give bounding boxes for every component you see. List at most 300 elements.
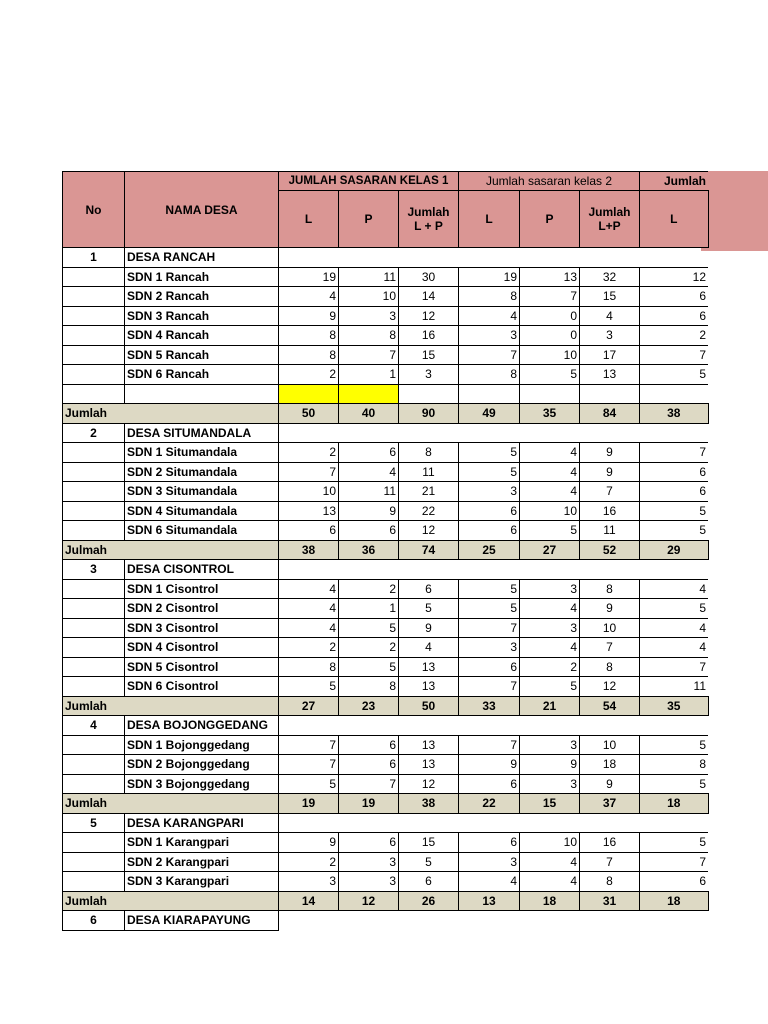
k2-p-cell[interactable]: 5	[520, 365, 580, 385]
k2-jumlah-cell[interactable]: 11	[580, 521, 640, 541]
k1-jumlah-cell[interactable]: 13	[399, 657, 459, 677]
k3-l-cell[interactable]: 5	[640, 521, 709, 541]
k1-l-cell[interactable]: 4	[279, 579, 339, 599]
k2-p-cell[interactable]: 3	[520, 774, 580, 794]
k1-jumlah-cell[interactable]: 22	[399, 501, 459, 521]
k3-l-cell[interactable]: 6	[640, 872, 709, 892]
k3-l-cell[interactable]: 5	[640, 833, 709, 853]
school-row	[63, 482, 709, 502]
k2-jumlah-cell[interactable]: 32	[580, 267, 640, 287]
blank-row	[63, 384, 709, 404]
row-number-empty[interactable]	[63, 306, 125, 326]
desa-row-fill	[279, 560, 709, 580]
k1-p-cell[interactable]: 8	[339, 326, 399, 346]
k1-p-cell[interactable]: 6	[339, 755, 399, 775]
row-number-empty[interactable]	[63, 345, 125, 365]
row-number-empty[interactable]	[63, 755, 125, 775]
k3-l-cell[interactable]: 6	[640, 462, 709, 482]
header-nama-desa[interactable]: NAMA DESA	[125, 172, 279, 248]
row-number-empty[interactable]	[63, 774, 125, 794]
k1-p-cell[interactable]: 1	[339, 365, 399, 385]
school-name[interactable]: SDN 2 Karangpari	[125, 852, 279, 872]
school-row	[63, 833, 709, 853]
k2-l-cell[interactable]: 7	[459, 345, 520, 365]
school-name[interactable]: SDN 3 Bojonggedang	[125, 774, 279, 794]
k2-p-cell[interactable]: 4	[520, 462, 580, 482]
school-name[interactable]: SDN 1 Rancah	[125, 267, 279, 287]
total-k1-l[interactable]: 38	[279, 540, 339, 560]
k2-l-cell[interactable]: 4	[459, 306, 520, 326]
k3-l-cell[interactable]: 6	[640, 482, 709, 502]
total-k3-l[interactable]: 29	[640, 540, 709, 560]
k1-l-cell[interactable]: 7	[279, 462, 339, 482]
k3-l-cell[interactable]: 12	[640, 267, 709, 287]
school-name[interactable]: SDN 6 Cisontrol	[125, 677, 279, 697]
school-name[interactable]: SDN 4 Situmandala	[125, 501, 279, 521]
total-k2-jumlah[interactable]: 52	[580, 540, 640, 560]
k2-p-cell[interactable]: 3	[520, 579, 580, 599]
k1-l-cell[interactable]: 2	[279, 638, 339, 658]
row-number-empty[interactable]	[63, 501, 125, 521]
row-number-empty[interactable]	[63, 852, 125, 872]
k2-p-cell[interactable]: 5	[520, 521, 580, 541]
total-k3-l[interactable]: 35	[640, 696, 709, 716]
k1-l-cell[interactable]: 7	[279, 755, 339, 775]
k2-p-cell[interactable]: 4	[520, 638, 580, 658]
k2-jumlah-cell[interactable]: 7	[580, 482, 640, 502]
k2-jumlah-cell[interactable]: 10	[580, 735, 640, 755]
total-k1-l[interactable]: 27	[279, 696, 339, 716]
k1-p-cell[interactable]: 6	[339, 833, 399, 853]
row-number-empty[interactable]	[63, 443, 125, 463]
k2-l-cell[interactable]: 6	[459, 774, 520, 794]
k1-p-cell[interactable]: 2	[339, 638, 399, 658]
school-name[interactable]: SDN 1 Situmandala	[125, 443, 279, 463]
k1-l-cell[interactable]: 5	[279, 677, 339, 697]
header-k2-l[interactable]: L	[459, 191, 520, 248]
row-number[interactable]: 6	[63, 911, 125, 931]
total-label[interactable]: Jumlah	[63, 696, 279, 716]
highlighted-cell[interactable]	[339, 384, 399, 404]
k2-l-cell[interactable]: 7	[459, 677, 520, 697]
k1-p-cell[interactable]: 5	[339, 618, 399, 638]
k1-jumlah-cell[interactable]: 6	[399, 872, 459, 892]
k3-l-cell[interactable]: 5	[640, 599, 709, 619]
k2-l-cell[interactable]: 5	[459, 462, 520, 482]
k1-jumlah-cell[interactable]: 21	[399, 482, 459, 502]
k1-p-cell[interactable]: 1	[339, 599, 399, 619]
k2-l-cell[interactable]: 3	[459, 326, 520, 346]
k1-p-cell[interactable]: 4	[339, 462, 399, 482]
total-k2-p[interactable]: 21	[520, 696, 580, 716]
school-name[interactable]: SDN 3 Karangpari	[125, 872, 279, 892]
blank-cell[interactable]	[459, 384, 520, 404]
k3-l-cell[interactable]: 8	[640, 755, 709, 775]
k2-l-cell[interactable]: 6	[459, 501, 520, 521]
k1-l-cell[interactable]: 5	[279, 774, 339, 794]
k1-p-cell[interactable]: 11	[339, 482, 399, 502]
total-k2-l[interactable]: 22	[459, 794, 520, 814]
k1-p-cell[interactable]: 7	[339, 345, 399, 365]
header-k1-l[interactable]: L	[279, 191, 339, 248]
k1-p-cell[interactable]: 3	[339, 306, 399, 326]
k2-jumlah-cell[interactable]: 3	[580, 326, 640, 346]
school-name[interactable]: SDN 4 Cisontrol	[125, 638, 279, 658]
k1-jumlah-cell[interactable]: 12	[399, 521, 459, 541]
school-name[interactable]: SDN 4 Rancah	[125, 326, 279, 346]
header-kelas-3[interactable]: Jumlah	[640, 172, 709, 191]
k1-jumlah-cell[interactable]: 5	[399, 599, 459, 619]
k2-p-cell[interactable]: 10	[520, 345, 580, 365]
desa-row	[63, 423, 709, 443]
total-k1-p[interactable]: 12	[339, 891, 399, 911]
k2-l-cell[interactable]: 3	[459, 638, 520, 658]
k1-l-cell[interactable]: 8	[279, 345, 339, 365]
k2-jumlah-cell[interactable]: 9	[580, 462, 640, 482]
k2-l-cell[interactable]: 8	[459, 287, 520, 307]
k2-p-cell[interactable]: 4	[520, 599, 580, 619]
row-number-empty[interactable]	[63, 521, 125, 541]
total-k1-p[interactable]: 40	[339, 404, 399, 424]
row-number-empty[interactable]	[63, 833, 125, 853]
total-k1-l[interactable]: 50	[279, 404, 339, 424]
school-name[interactable]: SDN 2 Cisontrol	[125, 599, 279, 619]
k3-l-cell[interactable]: 4	[640, 618, 709, 638]
header-k3-l[interactable]: L	[640, 191, 709, 248]
k1-l-cell[interactable]: 8	[279, 657, 339, 677]
total-k1-jumlah[interactable]: 74	[399, 540, 459, 560]
k2-p-cell[interactable]: 4	[520, 443, 580, 463]
k1-jumlah-cell[interactable]: 8	[399, 443, 459, 463]
school-row	[63, 852, 709, 872]
total-k1-p[interactable]: 19	[339, 794, 399, 814]
k1-l-cell[interactable]: 19	[279, 267, 339, 287]
total-row	[63, 794, 709, 814]
row-number[interactable]: 4	[63, 716, 125, 736]
total-label[interactable]: Jumlah	[63, 794, 279, 814]
k2-jumlah-cell[interactable]: 16	[580, 833, 640, 853]
school-name[interactable]: SDN 1 Cisontrol	[125, 579, 279, 599]
total-k1-jumlah[interactable]: 50	[399, 696, 459, 716]
desa-name[interactable]: DESA RANCAH	[125, 248, 279, 268]
k2-l-cell[interactable]: 5	[459, 443, 520, 463]
k1-jumlah-cell[interactable]: 13	[399, 755, 459, 775]
k2-jumlah-cell[interactable]: 12	[580, 677, 640, 697]
school-name[interactable]: SDN 2 Bojonggedang	[125, 755, 279, 775]
total-k1-jumlah[interactable]: 26	[399, 891, 459, 911]
desa-name[interactable]: DESA SITUMANDALA	[125, 423, 279, 443]
k1-l-cell[interactable]: 13	[279, 501, 339, 521]
k2-jumlah-cell[interactable]: 8	[580, 657, 640, 677]
row-number-empty[interactable]	[63, 618, 125, 638]
total-row	[63, 891, 709, 911]
k2-p-cell[interactable]: 7	[520, 287, 580, 307]
school-name[interactable]: SDN 5 Rancah	[125, 345, 279, 365]
k1-l-cell[interactable]: 6	[279, 521, 339, 541]
k3-l-cell[interactable]: 4	[640, 579, 709, 599]
k1-l-cell[interactable]: 2	[279, 852, 339, 872]
k2-jumlah-cell[interactable]: 13	[580, 365, 640, 385]
desa-name[interactable]: DESA KIARAPAYUNG	[125, 911, 279, 931]
k1-jumlah-cell[interactable]: 15	[399, 345, 459, 365]
k1-p-cell[interactable]: 3	[339, 852, 399, 872]
total-k2-p[interactable]: 35	[520, 404, 580, 424]
header-k2-p[interactable]: P	[520, 191, 580, 248]
k2-p-cell[interactable]: 3	[520, 735, 580, 755]
k2-p-cell[interactable]: 10	[520, 501, 580, 521]
k1-jumlah-cell[interactable]: 6	[399, 579, 459, 599]
row-number-empty[interactable]	[63, 287, 125, 307]
school-row	[63, 443, 709, 463]
blank-cell[interactable]	[399, 384, 459, 404]
k1-l-cell[interactable]: 10	[279, 482, 339, 502]
k3-l-cell[interactable]: 5	[640, 501, 709, 521]
total-k1-l[interactable]: 14	[279, 891, 339, 911]
desa-name[interactable]: DESA CISONTROL	[125, 560, 279, 580]
total-k3-l[interactable]: 18	[640, 891, 709, 911]
row-number-empty[interactable]	[63, 365, 125, 385]
k3-l-cell[interactable]: 7	[640, 443, 709, 463]
row-number-empty[interactable]	[63, 482, 125, 502]
k1-p-cell[interactable]: 2	[339, 579, 399, 599]
row-number[interactable]: 2	[63, 423, 125, 443]
total-row	[63, 696, 709, 716]
header-no[interactable]: No	[63, 172, 125, 248]
k1-p-cell[interactable]: 6	[339, 443, 399, 463]
blank-cell[interactable]	[640, 384, 709, 404]
total-label[interactable]: Julmah	[63, 540, 279, 560]
school-row	[63, 306, 709, 326]
row-number-empty[interactable]	[63, 267, 125, 287]
k1-jumlah-cell[interactable]: 11	[399, 462, 459, 482]
k1-l-cell[interactable]: 4	[279, 287, 339, 307]
k2-jumlah-cell[interactable]: 7	[580, 638, 640, 658]
k1-l-cell[interactable]: 2	[279, 365, 339, 385]
row-number-empty[interactable]	[63, 638, 125, 658]
school-row	[63, 462, 709, 482]
k1-l-cell[interactable]: 9	[279, 833, 339, 853]
school-row	[63, 872, 709, 892]
school-name[interactable]: SDN 3 Cisontrol	[125, 618, 279, 638]
k1-l-cell[interactable]: 7	[279, 735, 339, 755]
header-fill-extension	[701, 171, 768, 251]
k1-jumlah-cell[interactable]: 30	[399, 267, 459, 287]
k2-jumlah-cell[interactable]: 8	[580, 872, 640, 892]
k2-p-cell[interactable]: 4	[520, 852, 580, 872]
row-number-empty[interactable]	[63, 599, 125, 619]
k2-l-cell[interactable]: 9	[459, 755, 520, 775]
k2-l-cell[interactable]: 3	[459, 852, 520, 872]
total-k2-l[interactable]: 33	[459, 696, 520, 716]
row-number-empty[interactable]	[63, 677, 125, 697]
k2-l-cell[interactable]: 5	[459, 579, 520, 599]
k1-jumlah-cell[interactable]: 16	[399, 326, 459, 346]
school-name[interactable]: SDN 2 Situmandala	[125, 462, 279, 482]
school-name[interactable]: SDN 1 Karangpari	[125, 833, 279, 853]
k2-l-cell[interactable]: 19	[459, 267, 520, 287]
school-name[interactable]: SDN 3 Rancah	[125, 306, 279, 326]
total-k3-l[interactable]: 18	[640, 794, 709, 814]
row-number[interactable]: 5	[63, 813, 125, 833]
k3-l-cell[interactable]: 5	[640, 735, 709, 755]
k1-jumlah-cell[interactable]: 4	[399, 638, 459, 658]
k1-jumlah-cell[interactable]: 15	[399, 833, 459, 853]
blank-cell[interactable]	[520, 384, 580, 404]
total-k2-l[interactable]: 13	[459, 891, 520, 911]
school-row	[63, 618, 709, 638]
k2-jumlah-cell[interactable]: 16	[580, 501, 640, 521]
k1-p-cell[interactable]: 7	[339, 774, 399, 794]
k3-l-cell[interactable]: 5	[640, 365, 709, 385]
k1-l-cell[interactable]: 9	[279, 306, 339, 326]
k2-jumlah-cell[interactable]: 17	[580, 345, 640, 365]
k2-p-cell[interactable]: 9	[520, 755, 580, 775]
total-k2-p[interactable]: 15	[520, 794, 580, 814]
k2-p-cell[interactable]: 3	[520, 618, 580, 638]
highlighted-cell[interactable]	[279, 384, 339, 404]
k2-jumlah-cell[interactable]: 15	[580, 287, 640, 307]
desa-row-fill	[279, 813, 709, 833]
k3-l-cell[interactable]: 7	[640, 852, 709, 872]
k2-p-cell[interactable]: 5	[520, 677, 580, 697]
k2-p-cell[interactable]: 2	[520, 657, 580, 677]
row-number-empty[interactable]	[63, 462, 125, 482]
total-k2-l[interactable]: 49	[459, 404, 520, 424]
k1-jumlah-cell[interactable]: 9	[399, 618, 459, 638]
desa-name[interactable]: DESA BOJONGGEDANG	[125, 716, 279, 736]
k1-p-cell[interactable]: 5	[339, 657, 399, 677]
row-number[interactable]: 1	[63, 248, 125, 268]
school-name[interactable]: SDN 6 Situmandala	[125, 521, 279, 541]
school-row	[63, 579, 709, 599]
k2-l-cell[interactable]: 7	[459, 618, 520, 638]
blank-cell[interactable]	[63, 384, 125, 404]
k2-p-cell[interactable]: 13	[520, 267, 580, 287]
k2-jumlah-cell[interactable]: 8	[580, 579, 640, 599]
blank-cell[interactable]	[580, 384, 640, 404]
k2-jumlah-cell[interactable]: 9	[580, 443, 640, 463]
k1-p-cell[interactable]: 11	[339, 267, 399, 287]
k1-l-cell[interactable]: 4	[279, 618, 339, 638]
school-name[interactable]: SDN 2 Rancah	[125, 287, 279, 307]
school-row	[63, 735, 709, 755]
total-k2-l[interactable]: 25	[459, 540, 520, 560]
k1-l-cell[interactable]: 8	[279, 326, 339, 346]
total-k2-jumlah[interactable]: 31	[580, 891, 640, 911]
k2-l-cell[interactable]: 6	[459, 657, 520, 677]
row-number[interactable]: 3	[63, 560, 125, 580]
row-number-empty[interactable]	[63, 579, 125, 599]
row-number-empty[interactable]	[63, 326, 125, 346]
total-label[interactable]: Jumlah	[63, 404, 279, 424]
k3-l-cell[interactable]: 5	[640, 774, 709, 794]
total-k2-p[interactable]: 18	[520, 891, 580, 911]
header-k1-jumlah[interactable]: Jumlah L + P	[399, 191, 459, 248]
school-row	[63, 774, 709, 794]
blank-cell[interactable]	[125, 384, 279, 404]
header-k2-jumlah[interactable]: Jumlah L+P	[580, 191, 640, 248]
k2-l-cell[interactable]: 7	[459, 735, 520, 755]
k1-jumlah-cell[interactable]: 14	[399, 287, 459, 307]
total-k1-l[interactable]: 19	[279, 794, 339, 814]
row-number-empty[interactable]	[63, 657, 125, 677]
k3-l-cell[interactable]: 7	[640, 657, 709, 677]
header-kelas-2[interactable]: Jumlah sasaran kelas 2	[459, 172, 640, 191]
k3-l-cell[interactable]: 11	[640, 677, 709, 697]
k1-l-cell[interactable]: 4	[279, 599, 339, 619]
k2-jumlah-cell[interactable]: 18	[580, 755, 640, 775]
k2-p-cell[interactable]: 4	[520, 482, 580, 502]
total-k2-p[interactable]: 27	[520, 540, 580, 560]
k1-jumlah-cell[interactable]: 13	[399, 677, 459, 697]
school-name[interactable]: SDN 3 Situmandala	[125, 482, 279, 502]
total-k2-jumlah[interactable]: 54	[580, 696, 640, 716]
k2-jumlah-cell[interactable]: 10	[580, 618, 640, 638]
k2-p-cell[interactable]: 0	[520, 306, 580, 326]
k2-p-cell[interactable]: 0	[520, 326, 580, 346]
total-k2-jumlah[interactable]: 84	[580, 404, 640, 424]
school-name[interactable]: SDN 5 Cisontrol	[125, 657, 279, 677]
row-number-empty[interactable]	[63, 735, 125, 755]
k3-l-cell[interactable]: 4	[640, 638, 709, 658]
header-kelas-1[interactable]: JUMLAH SASARAN KELAS 1	[279, 172, 459, 191]
total-k1-jumlah[interactable]: 90	[399, 404, 459, 424]
school-row	[63, 657, 709, 677]
k2-l-cell[interactable]: 6	[459, 521, 520, 541]
total-k2-jumlah[interactable]: 37	[580, 794, 640, 814]
k2-p-cell[interactable]: 10	[520, 833, 580, 853]
k2-l-cell[interactable]: 6	[459, 833, 520, 853]
k1-p-cell[interactable]: 6	[339, 735, 399, 755]
k1-jumlah-cell[interactable]: 5	[399, 852, 459, 872]
k2-l-cell[interactable]: 3	[459, 482, 520, 502]
k1-l-cell[interactable]: 3	[279, 872, 339, 892]
total-k1-p[interactable]: 36	[339, 540, 399, 560]
k2-jumlah-cell[interactable]: 7	[580, 852, 640, 872]
k1-p-cell[interactable]: 6	[339, 521, 399, 541]
k3-l-cell[interactable]: 6	[640, 306, 709, 326]
k2-jumlah-cell[interactable]: 4	[580, 306, 640, 326]
k1-l-cell[interactable]: 2	[279, 443, 339, 463]
k1-jumlah-cell[interactable]: 12	[399, 306, 459, 326]
k1-p-cell[interactable]: 10	[339, 287, 399, 307]
k1-p-cell[interactable]: 9	[339, 501, 399, 521]
k2-jumlah-cell[interactable]: 9	[580, 599, 640, 619]
k1-jumlah-cell[interactable]: 3	[399, 365, 459, 385]
k1-p-cell[interactable]: 3	[339, 872, 399, 892]
k2-jumlah-cell[interactable]: 9	[580, 774, 640, 794]
total-k3-l[interactable]: 38	[640, 404, 709, 424]
k1-jumlah-cell[interactable]: 12	[399, 774, 459, 794]
k2-l-cell[interactable]: 4	[459, 872, 520, 892]
k1-jumlah-cell[interactable]: 13	[399, 735, 459, 755]
school-name[interactable]: SDN 6 Rancah	[125, 365, 279, 385]
k3-l-cell[interactable]: 7	[640, 345, 709, 365]
k3-l-cell[interactable]: 2	[640, 326, 709, 346]
k2-p-cell[interactable]: 4	[520, 872, 580, 892]
header-k1-p[interactable]: P	[339, 191, 399, 248]
school-name[interactable]: SDN 1 Bojonggedang	[125, 735, 279, 755]
desa-name[interactable]: DESA KARANGPARI	[125, 813, 279, 833]
k2-l-cell[interactable]: 8	[459, 365, 520, 385]
total-label[interactable]: Jumlah	[63, 891, 279, 911]
row-number-empty[interactable]	[63, 872, 125, 892]
k1-p-cell[interactable]: 8	[339, 677, 399, 697]
k3-l-cell[interactable]: 6	[640, 287, 709, 307]
total-k1-jumlah[interactable]: 38	[399, 794, 459, 814]
total-k1-p[interactable]: 23	[339, 696, 399, 716]
k2-l-cell[interactable]: 5	[459, 599, 520, 619]
